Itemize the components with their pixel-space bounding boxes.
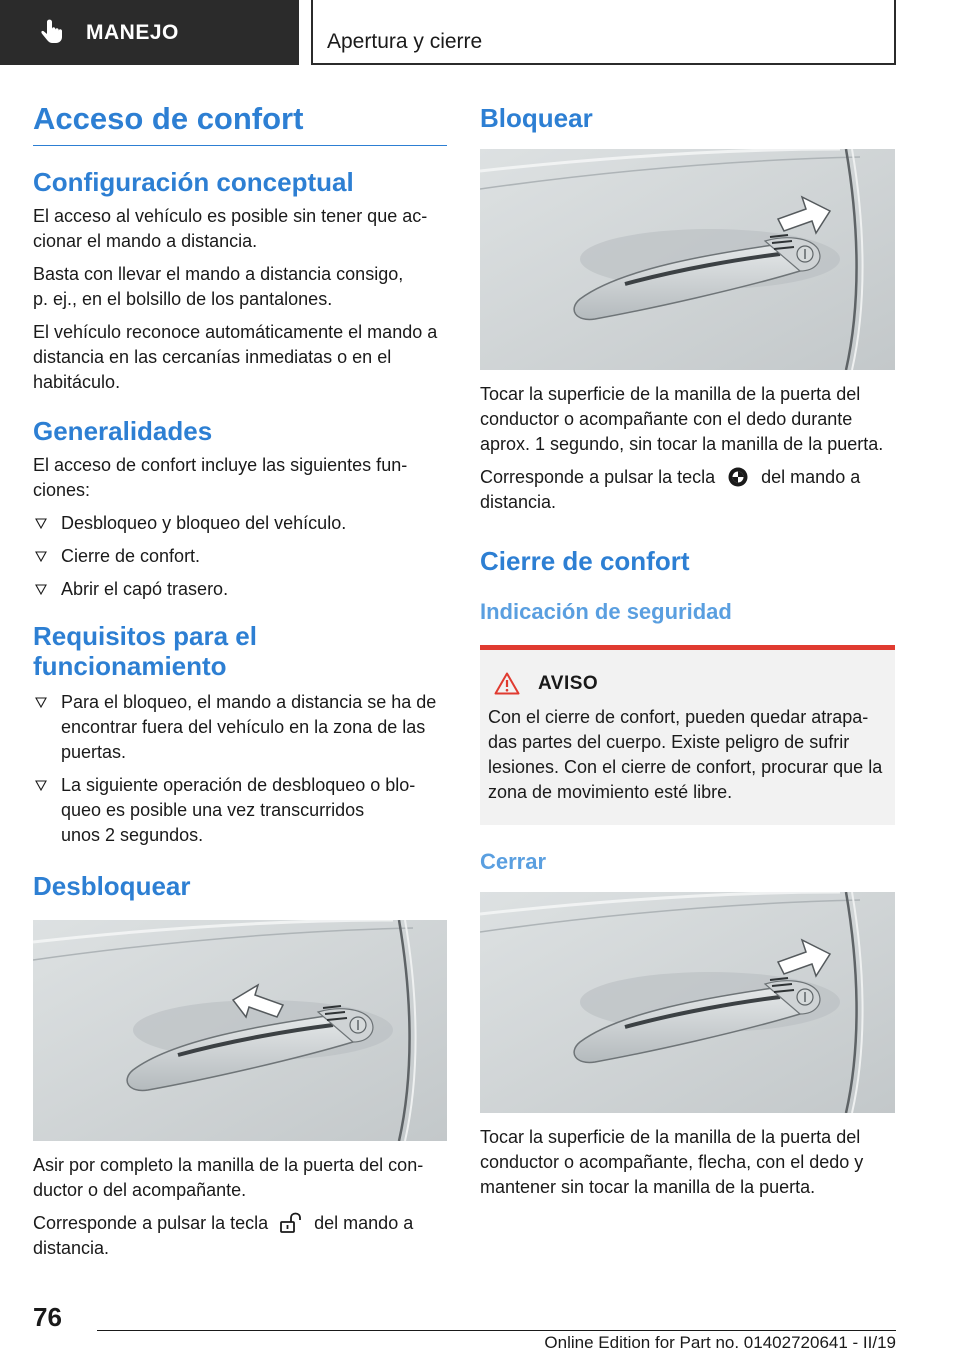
feature-list bbox=[33, 511, 447, 602]
warning-box bbox=[480, 645, 895, 825]
list-item-text: La siguiente operación de desbloqueo o bloqueo es posible una vez transcurridos bbox=[61, 774, 416, 820]
bullet-triangle-icon bbox=[35, 780, 47, 791]
heading-lock: Bloquear bbox=[480, 103, 593, 133]
text-fragment: Corresponde a pulsar la tecla bbox=[480, 466, 716, 487]
bullet-triangle-icon bbox=[35, 518, 47, 529]
text-line: Basta con llevar el mando a distancia consigo, bbox=[33, 264, 404, 285]
left-column bbox=[33, 100, 447, 1261]
heading-unlock: Desbloquear bbox=[33, 870, 191, 901]
page-title: Acceso de confort bbox=[33, 100, 447, 146]
section-header bbox=[311, 0, 896, 65]
list-item-text: Abrir el capó trasero. bbox=[61, 578, 229, 599]
text-fragment: del mando a distancia. bbox=[480, 466, 861, 512]
unlock-key-icon bbox=[278, 1212, 304, 1234]
text-fragment: del mando a distancia. bbox=[33, 1212, 414, 1258]
list-item-text: unos 2 segundos. bbox=[61, 824, 204, 845]
bullet-triangle-icon bbox=[35, 584, 47, 595]
list-item-text: Cierre de confort. bbox=[61, 545, 201, 566]
text-fragment: Corresponde a pulsar la tecla bbox=[33, 1212, 269, 1233]
list-item bbox=[33, 577, 447, 602]
list-item bbox=[33, 773, 447, 848]
heading-line: funcionamiento bbox=[33, 650, 227, 681]
section-title: Apertura y cierre bbox=[327, 30, 483, 53]
list-item-text: Para el bloqueo, el mando a distancia se ha de encontrar fuera del vehículo en la zona de las puertas. bbox=[61, 691, 437, 762]
heading-safety: Indicación de seguridad bbox=[480, 598, 732, 624]
heading-comfort-close: Cierre de confort bbox=[480, 545, 690, 576]
paragraph: El acceso de confort incluye las siguientes funciones: bbox=[33, 454, 408, 500]
bullet-triangle-icon bbox=[35, 551, 47, 562]
hand-icon bbox=[38, 19, 66, 47]
door-handle-close-image bbox=[480, 892, 895, 1113]
text-line: p. ej., en el bolsillo de los pantalones. bbox=[33, 289, 333, 310]
requirements-list bbox=[33, 690, 447, 848]
paragraph: El acceso al vehículo es posible sin tener que accionar el mando a distancia. bbox=[33, 206, 428, 252]
warning-header bbox=[494, 672, 887, 695]
heading-line: Requisitos para el bbox=[33, 620, 257, 651]
paragraph bbox=[480, 465, 895, 515]
list-item bbox=[33, 544, 447, 569]
paragraph: Asir por completo la manilla de la puerta del conductor o del acompañante. bbox=[33, 1154, 424, 1200]
paragraph: Tocar la superficie de la manilla de la puerta del conductor o acompañante con el dedo durante aprox. 1 segundo, sin tocar la manilla de la puerta. bbox=[480, 383, 884, 454]
right-column bbox=[480, 100, 895, 1200]
footer-divider bbox=[97, 1330, 896, 1331]
page-number: 76 bbox=[33, 1302, 62, 1332]
footer-edition: Online Edition for Part no. 01402720641 - II/19 bbox=[544, 1333, 896, 1352]
bmw-logo-icon bbox=[725, 466, 751, 488]
chapter-label: MANEJO bbox=[86, 20, 179, 44]
heading-requirements bbox=[33, 622, 447, 682]
heading-conceptual: Configuración conceptual bbox=[33, 167, 354, 198]
paragraph bbox=[33, 262, 447, 312]
heading-general: Generalidades bbox=[33, 416, 213, 447]
list-item bbox=[33, 690, 447, 765]
paragraph: Tocar la superficie de la manilla de la puerta del conductor o acompañante, flecha, con el dedo y mantener sin tocar la manilla de la puerta. bbox=[480, 1126, 864, 1197]
paragraph bbox=[33, 1211, 447, 1261]
door-handle-unlock-image bbox=[33, 920, 447, 1141]
bullet-triangle-icon bbox=[35, 697, 47, 708]
heading-close: Cerrar bbox=[480, 849, 547, 875]
paragraph: El vehículo reconoce automáticamente el mando a distancia en las cercanías inmediatas o en el habitáculo. bbox=[33, 322, 438, 393]
warning-title: AVISO bbox=[538, 672, 599, 694]
warning-text: Con el cierre de confort, pueden quedar atrapadas partes del cuerpo. Existe peligro de sufrir lesiones. Con el cierre de confort, procurar que la zona de movimiento esté libre. bbox=[488, 707, 883, 803]
list-item-text: Desbloqueo y bloqueo del vehículo. bbox=[61, 512, 347, 533]
door-handle-lock-image bbox=[480, 149, 895, 370]
warning-triangle-icon bbox=[494, 672, 520, 695]
chapter-tab bbox=[0, 0, 299, 65]
list-item bbox=[33, 511, 447, 536]
